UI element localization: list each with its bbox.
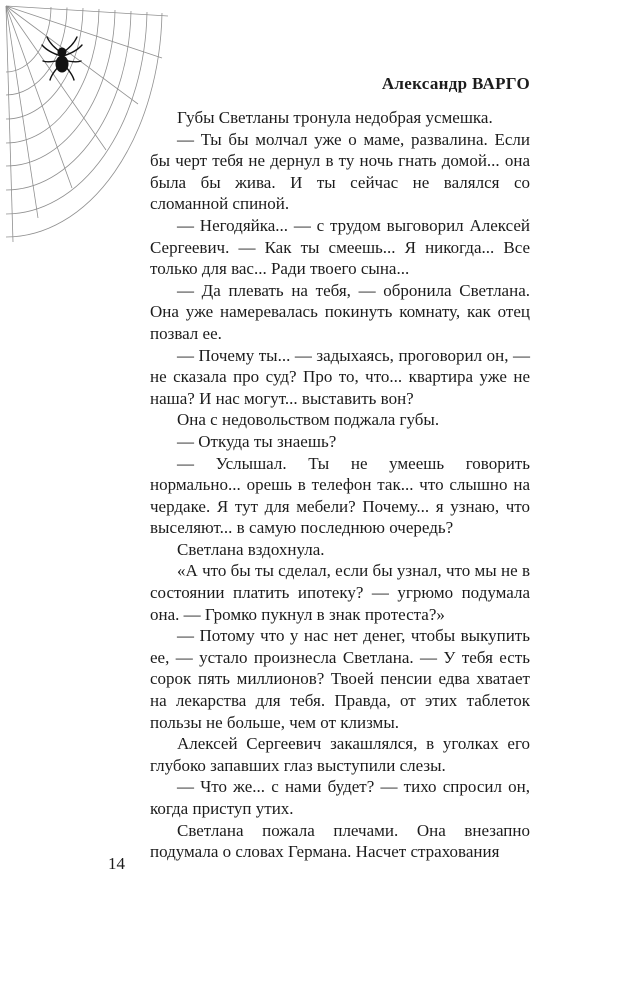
paragraph: Губы Светланы тронула недобрая усмешка. <box>177 108 493 127</box>
paragraph: — Откуда ты знаешь? <box>177 431 337 451</box>
paragraph: — Услышал. Ты не умеешь говорить нормально... орешь в телефон так... что слышно на чердаке. Я тут для мебели? Почему... я узнаю, что выселяют... в самую последнюю очередь? <box>150 453 530 538</box>
paragraph: — Да плевать на тебя, — обронила Светлана. Она уже намеревалась покинуть комнату, как отец позвал ее. <box>150 280 530 343</box>
paragraph: — Что же... с нами будет? — тихо спросил он, когда приступ утих. <box>150 777 530 818</box>
page-number: 14 <box>108 854 125 873</box>
spider-icon <box>42 37 82 80</box>
paragraph: Она с недовольством поджала губы. <box>177 410 440 430</box>
paragraph: «А что бы ты сделал, если бы узнал, что мы не в состоянии платить ипотеку? — угрюмо подумала она. — Громко пукнул в знак протеста?» <box>150 561 530 624</box>
paragraph: — Ты бы молчал уже о маме, развалина. Если бы черт тебя не дернул в ту ночь гнать домой... она была бы жива. И ты сейчас не валялся со сломанной спиной. <box>150 129 530 214</box>
spider-web-icon <box>0 0 170 245</box>
paragraph: Светлана вздохнула. <box>177 539 325 559</box>
page-header-author: Александр ВАРГО <box>381 74 530 93</box>
text-block <box>150 107 530 863</box>
paragraph: — Негодяйка... — с трудом выговорил Алексей Сергеевич. — Как ты смеешь... Я никогда... Все только для вас... Ради твоего сына... <box>150 215 530 279</box>
paragraph: — Почему ты... — задыхаясь, проговорил он, — не сказала про суд? Про то, что... квартира уже не наша? И нас могут... выставить вон? <box>150 345 530 408</box>
paragraph: — Потому что у нас нет денег, чтобы выкупить ее, — устало произнесла Светлана. — У тебя есть сорок пять миллионов? Твоей пенсии едва хватает на лекарства для тебя. Правда, от этих таблеток пользы не больше, чем от клизмы. <box>150 626 530 732</box>
paragraph: Алексей Сергеевич закашлялся, в уголках его глубоко запавших глаз выступили слезы. <box>150 734 530 775</box>
paragraph: Светлана пожала плечами. Она внезапно подумала о словах Германа. Насчет страхования <box>150 820 530 862</box>
